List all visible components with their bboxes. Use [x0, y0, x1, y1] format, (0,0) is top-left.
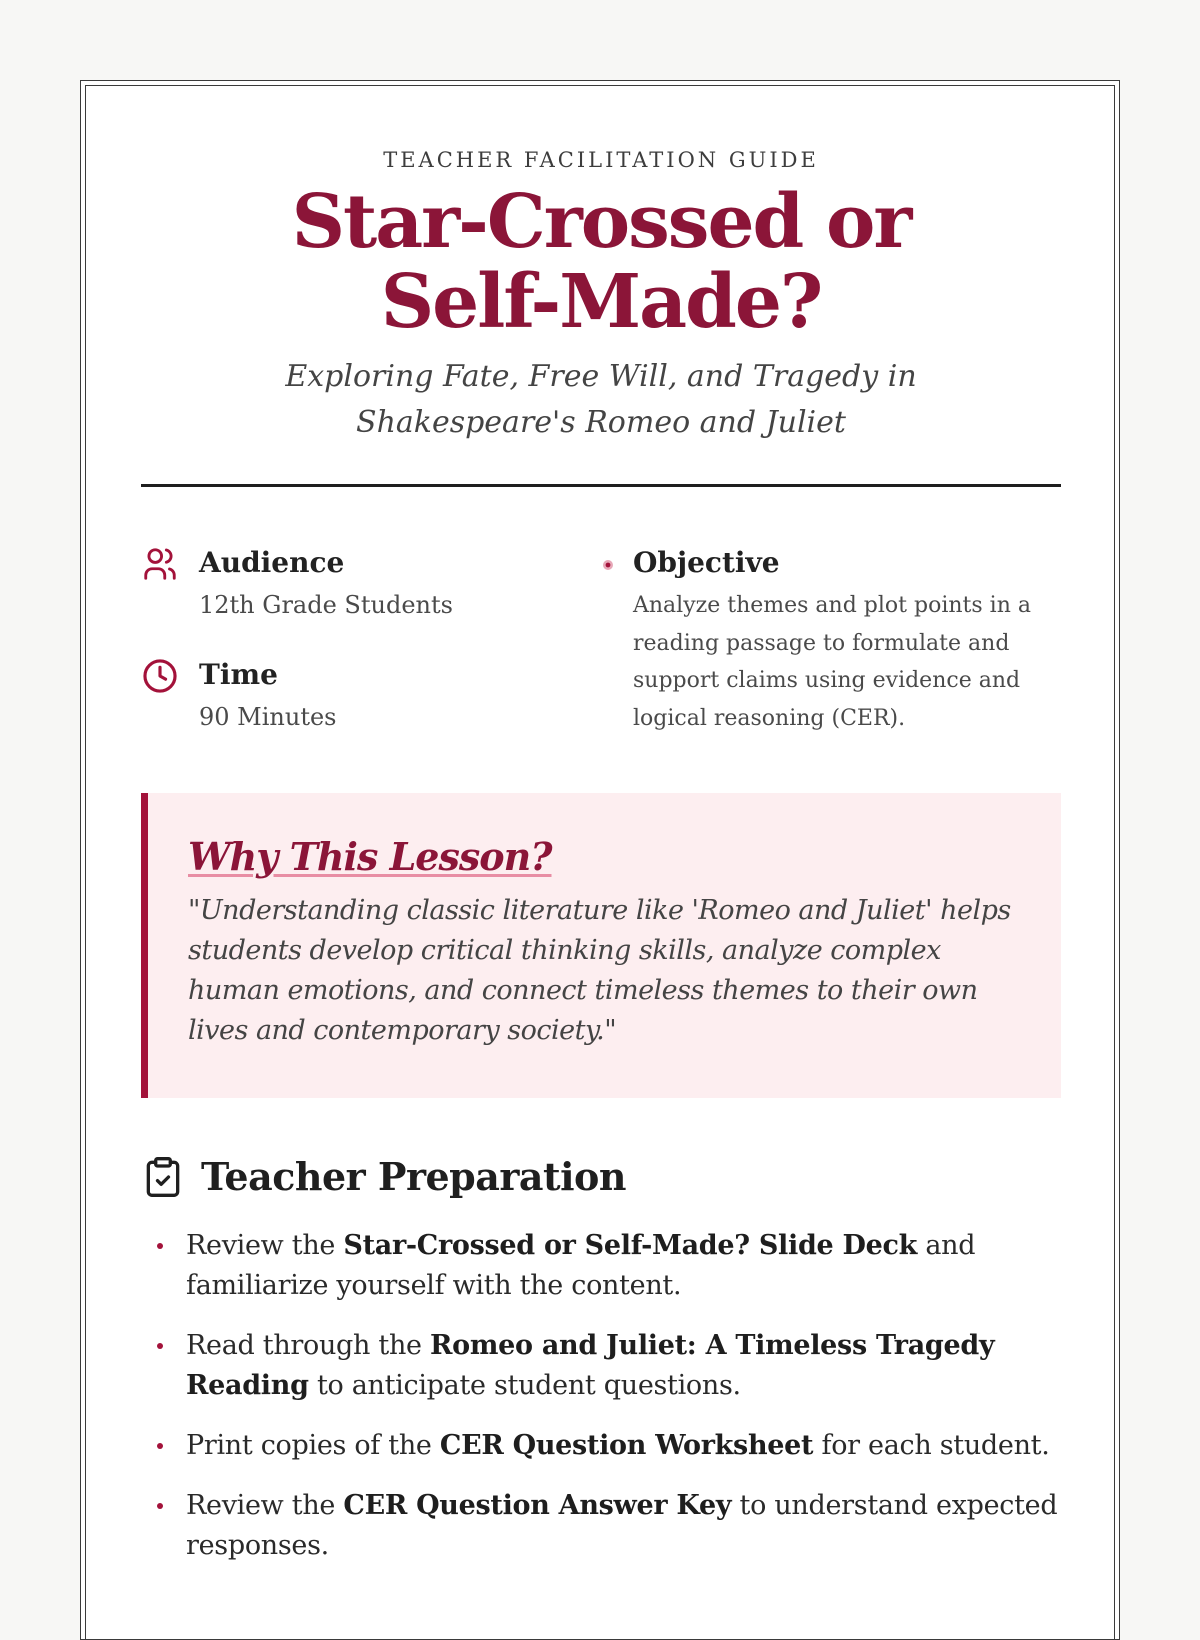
list-item — [141, 1226, 1061, 1306]
list-item-resource: Star-Crossed or Self-Made? Slide Deck — [343, 1230, 918, 1261]
document-inner-frame — [85, 85, 1115, 1639]
meta-objective-text — [633, 545, 1061, 737]
meta-objective — [601, 545, 1061, 737]
callout-quote: "Understanding classic literature like 'Romeo and Juliet' helps students develop critical thinking skills, analyze complex human emotions, and connect timeless themes to their own lives and contemporary society." — [188, 895, 1011, 1046]
bullet-icon — [157, 1443, 163, 1449]
meta-time-text — [199, 657, 337, 737]
why-lesson-callout — [141, 793, 1061, 1098]
document-frame — [80, 80, 1120, 1640]
meta-objective-label: Objective — [633, 546, 780, 579]
list-item — [141, 1426, 1061, 1466]
meta-audience-label: Audience — [199, 546, 345, 579]
meta-audience-text — [199, 545, 453, 625]
meta-time-value: 90 Minutes — [199, 703, 337, 731]
meta-objective-value: Analyze themes and plot points in a reading passage to formulate and support claims using evidence and logical reasoning (CER). — [633, 593, 1031, 731]
list-item — [141, 1486, 1061, 1566]
meta-left-column — [141, 545, 601, 737]
preparation-title: Teacher Preparation — [201, 1154, 626, 1199]
callout-title: Why This Lesson? — [188, 834, 552, 879]
dot-icon — [601, 545, 615, 583]
bullet-icon — [157, 1503, 163, 1509]
bullet-icon — [157, 1243, 163, 1249]
meta-time — [141, 657, 601, 737]
document-content — [141, 86, 1061, 1566]
list-item-text: Print copies of the — [186, 1430, 440, 1461]
meta-right-column — [601, 545, 1061, 737]
preparation-header — [141, 1154, 1061, 1200]
list-item-text: Review the — [186, 1490, 344, 1521]
clock-icon — [141, 657, 179, 695]
list-item-text: Read through the — [186, 1330, 431, 1361]
list-item-text: for each student. — [813, 1430, 1050, 1461]
list-item-resource: Romeo and Juliet: A Timeless Tragedy Reading — [186, 1330, 995, 1401]
lesson-meta — [141, 545, 1061, 737]
clipboard-check-icon — [141, 1155, 185, 1199]
list-item-text: and familiarize yourself with the content. — [186, 1230, 976, 1301]
meta-audience — [141, 545, 601, 625]
list-item-text: Review the — [186, 1230, 344, 1261]
page-title: Star-Crossed or Self-Made? — [291, 179, 911, 345]
guide-kicker: TEACHER FACILITATION GUIDE — [383, 148, 819, 172]
list-item — [141, 1326, 1061, 1406]
page-subtitle: Exploring Fate, Free Will, and Tragedy in Shakespeare's Romeo and Juliet — [285, 359, 917, 440]
meta-time-label: Time — [199, 658, 278, 691]
list-item-resource: CER Question Answer Key — [343, 1490, 732, 1521]
preparation-list — [141, 1226, 1061, 1566]
bullet-icon — [157, 1343, 163, 1349]
users-icon — [141, 545, 179, 583]
meta-audience-value: 12th Grade Students — [199, 591, 453, 619]
list-item-resource: CER Question Worksheet — [439, 1430, 814, 1461]
header-divider — [141, 484, 1061, 487]
list-item-text: to understand expected responses. — [186, 1490, 1058, 1561]
list-item-text: to anticipate student questions. — [308, 1370, 741, 1401]
